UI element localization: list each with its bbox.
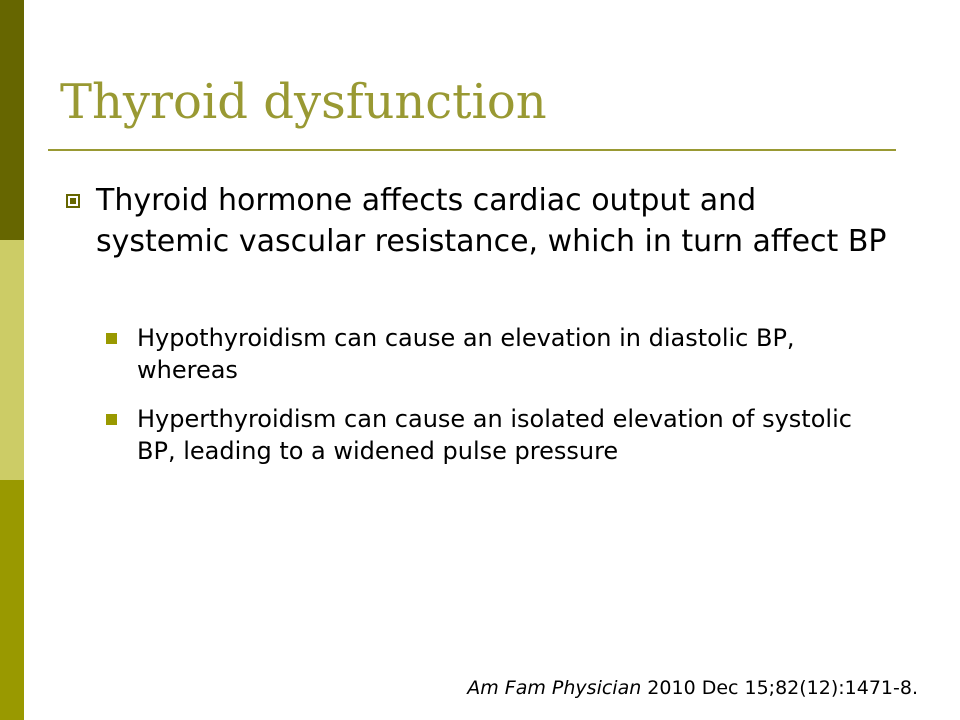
citation [467,677,918,699]
square-bullet-icon [106,333,117,344]
slide-title: Thyroid dysfunction [60,74,547,130]
sidebar-band-dark [0,0,24,240]
bullet-main-text: Thyroid hormone affects cardiac output and systemic vascular resistance, which in turn affect BP [96,183,887,259]
bullet-main [66,180,896,262]
sub-bullet-hypothyroidism [106,322,896,386]
citation-details: 2010 Dec 15;82(12):1471-8. [641,677,918,699]
sub-bullet-text: Hypothyroidism can cause an elevation in diastolic BP, whereas [137,324,795,384]
sidebar-band-light [0,240,24,480]
sub-bullet-hyperthyroidism [106,403,896,467]
square-bullet-icon [106,414,117,425]
square-bullet-icon [66,194,80,208]
sidebar-band-olive [0,480,24,720]
sub-bullet-text: Hyperthyroidism can cause an isolated elevation of systolic BP, leading to a widened pulse pressure [137,405,852,465]
citation-journal: Am Fam Physician [467,677,642,699]
title-divider [48,149,896,151]
